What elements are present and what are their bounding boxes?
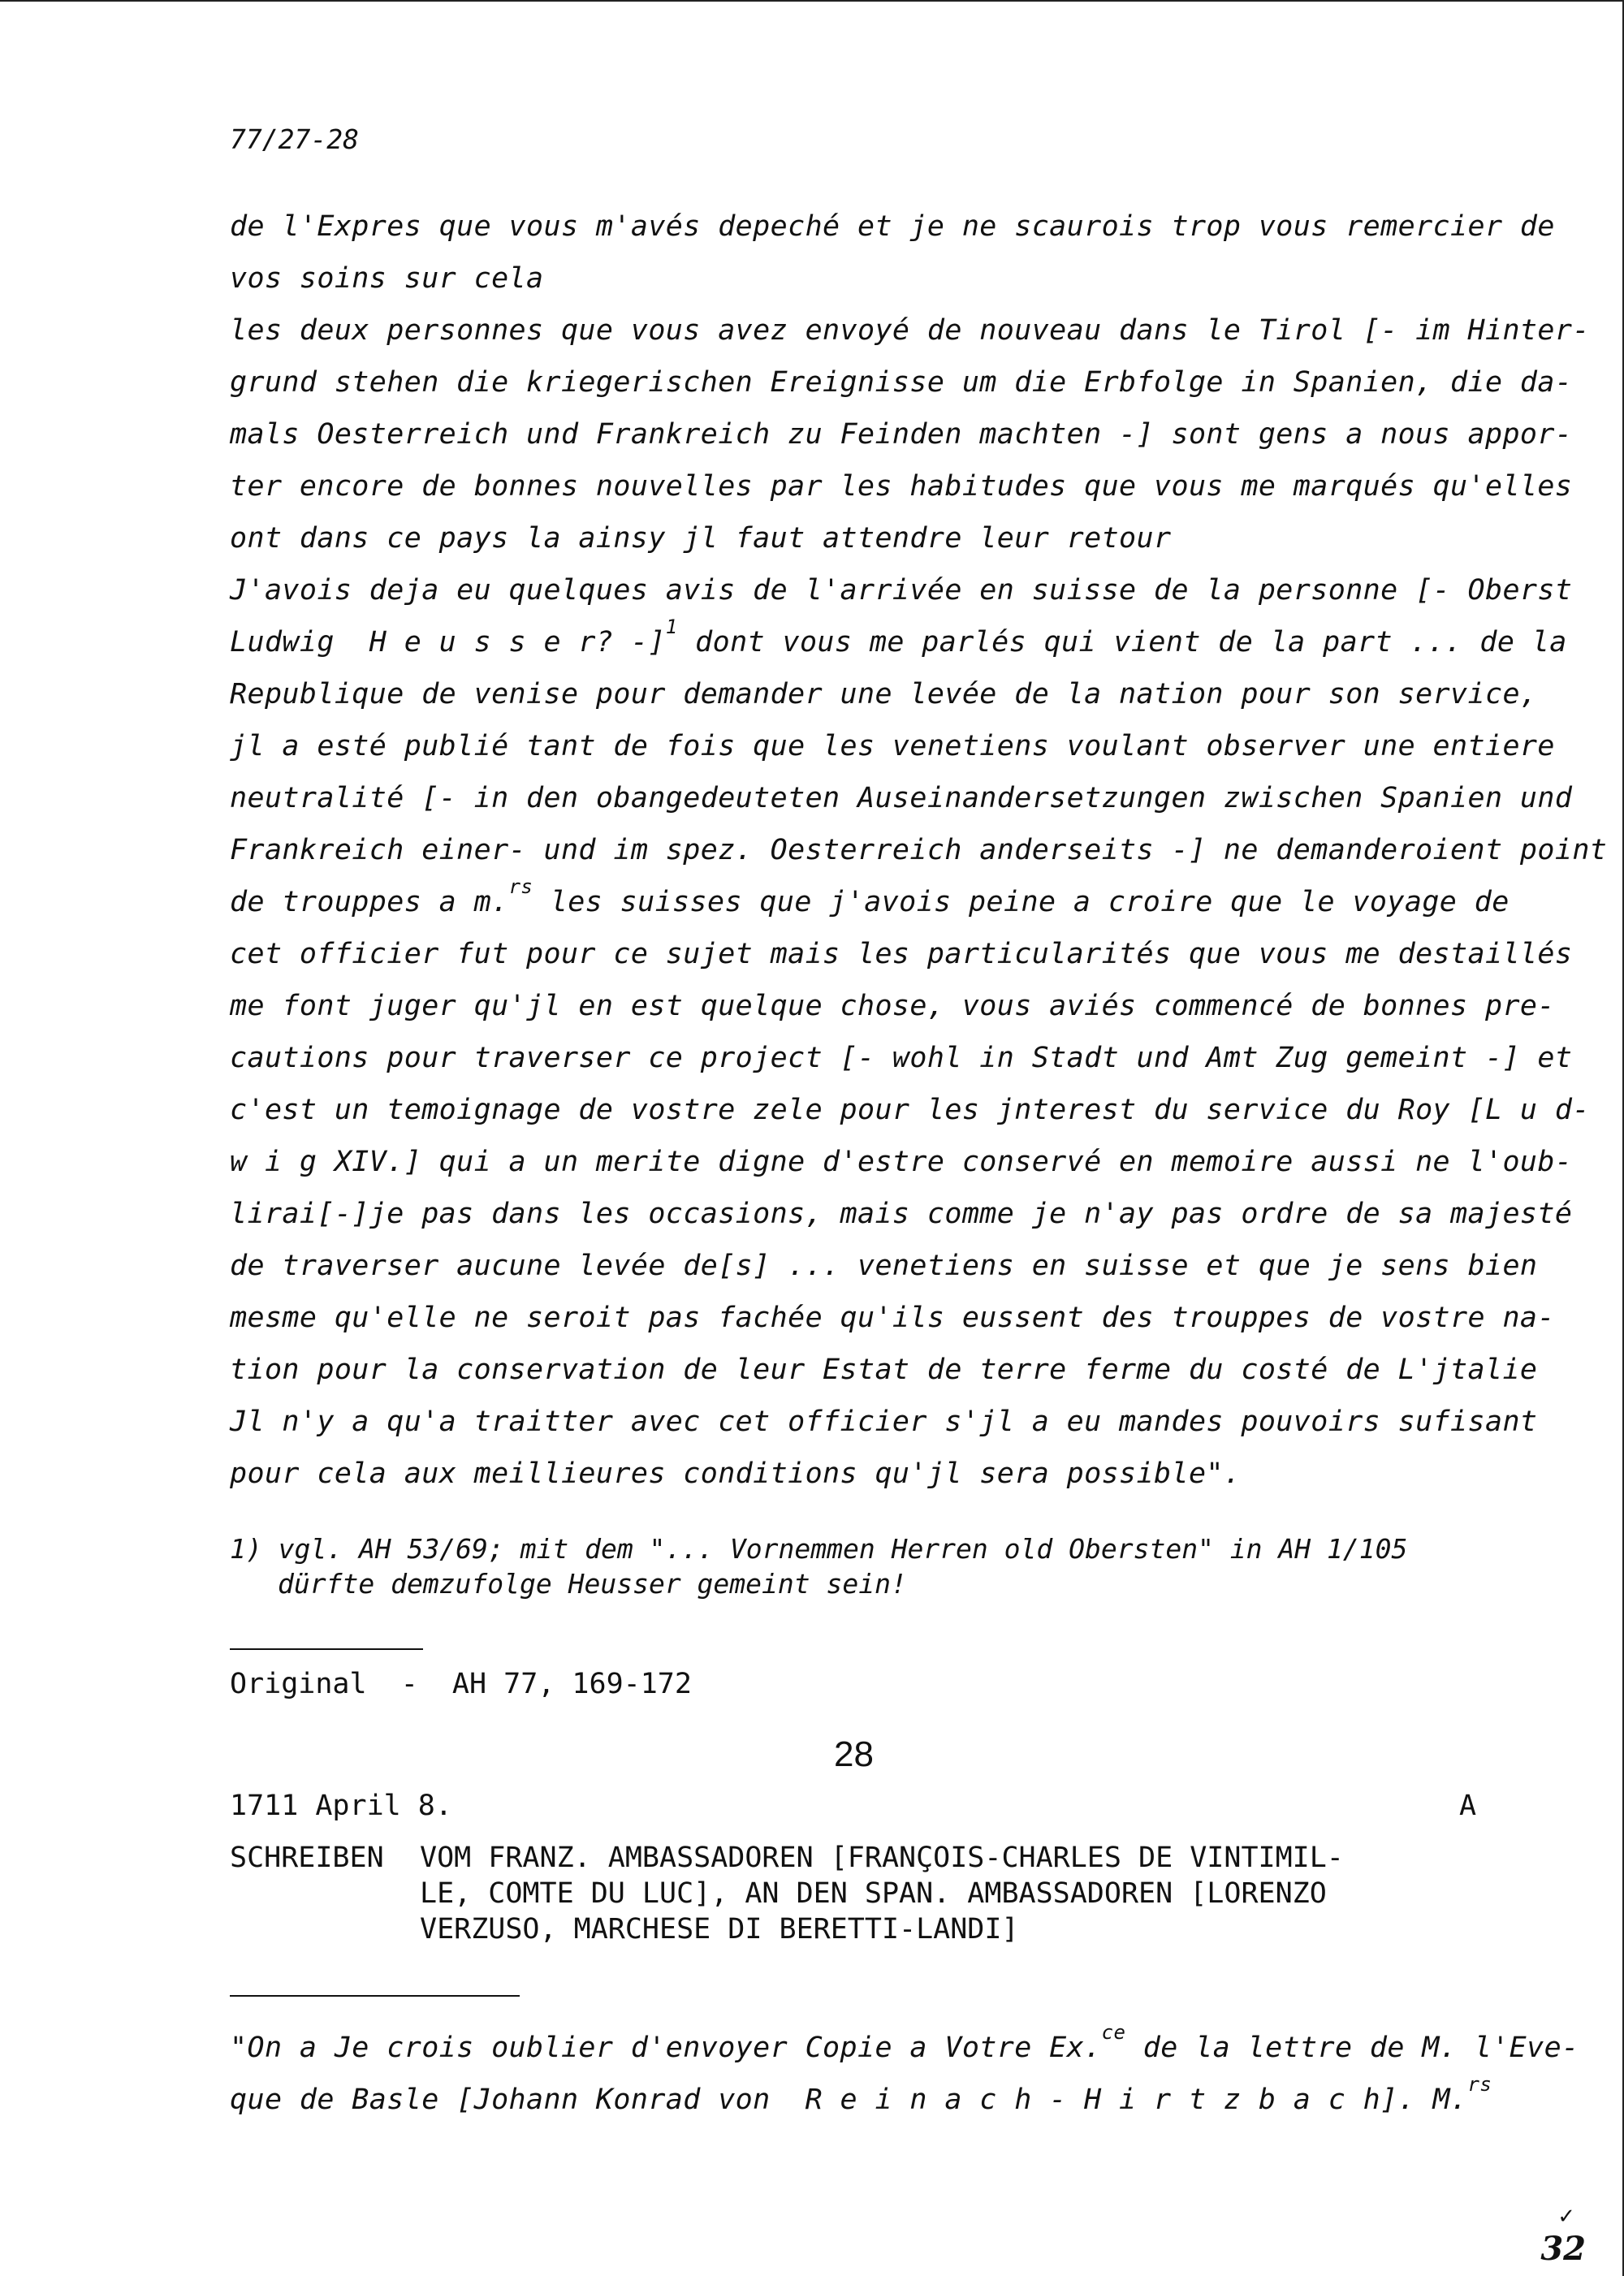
body-line: mesme qu'elle ne seroit pas fachée qu'ils eussent des trouppes de vostre na- (230, 1302, 1555, 1334)
check-mark: ✓ (1557, 2205, 1575, 2229)
body-line: c'est un temoignage de vostre zele pour les jnterest du service du Roy [L u d- (230, 1094, 1590, 1126)
body-line: Jl n'y a qu'a traitter avec cet officier s'jl a eu mandes pouvoirs sufisant (230, 1406, 1538, 1438)
body-line: J'avois deja eu quelques avis de l'arrivée en suisse de la personne [- Oberst (230, 574, 1573, 607)
body-line: me font juger qu'jl en est quelque chose, vous aviés commencé de bonnes pre- (230, 990, 1555, 1022)
section-separator (230, 1995, 520, 1997)
title-label: SCHREIBEN (230, 1842, 384, 1874)
body-line: jl a esté publié tant de fois que les venetiens voulant observer une entiere (230, 730, 1555, 762)
quote-text: que de Basle [Johann Konrad von R e i n a c h - H i r t z b a c h]. M. (230, 2084, 1468, 2116)
body-line: Republique de venise pour demander une levée de la nation pour son service, (230, 678, 1538, 710)
letter-code: A (1459, 1790, 1477, 1822)
body-line: les deux personnes que vous avez envoyé de nouveau dans le Tirol [- im Hinter- (230, 314, 1590, 347)
body-line: de l'Expres que vous m'avés depeché et je ne scaurois trop vous remercier de (230, 210, 1555, 243)
body-line-with-footnote-ref (230, 615, 1567, 659)
body-line: vos soins sur cela (230, 262, 544, 295)
title-line: LE, COMTE DU LUC], AN DEN SPAN. AMBASSADOREN [LORENZO (420, 1877, 1327, 1910)
body-line: cautions pour traverser ce project [- wohl in Stadt und Amt Zug gemeint -] et (230, 1042, 1573, 1074)
quote-line (230, 2073, 1492, 2116)
body-line: grund stehen die kriegerischen Ereignisse um die Erbfolge in Spanien, die da- (230, 366, 1573, 399)
document-reference: 77/27-28 (230, 123, 359, 155)
quote-line (230, 2021, 1579, 2064)
document-number: 28 (834, 1734, 874, 1774)
page-number-handwritten: 32 (1540, 2230, 1586, 2268)
body-line: de traverser aucune levée de[s] ... venetiens en suisse et que je sens bien (230, 1250, 1538, 1282)
body-line: cet officier fut pour ce sujet mais les particularités que vous me destaillés (230, 938, 1573, 970)
quote-text: de la lettre de M. l'Eve- (1125, 2032, 1579, 2064)
source-line: Original - AH 77, 169-172 (230, 1668, 692, 1700)
body-line-text: de trouppes a m. (230, 886, 509, 918)
body-line: pour cela aux meillieures conditions qu'jl sera possible". (230, 1458, 1242, 1490)
body-line: mals Oesterreich und Frankreich zu Feinden machten -] sont gens a nous appor- (230, 418, 1573, 451)
quote-text: "On a Je crois oublier d'envoyer Copie a Votre Ex. (230, 2032, 1102, 2064)
body-line-text: dont vous me parlés qui vient de la part ... de la (677, 626, 1567, 659)
body-line: neutralité [- in den obangedeuteten Auseinandersetzungen zwischen Spanien und (230, 782, 1573, 814)
superscript: ce (1101, 2021, 1126, 2044)
body-line-text: Ludwig H e u s s e r? -] (230, 626, 666, 659)
body-line-text: les suisses que j'avois peine a croire que le voyage de (533, 886, 1510, 918)
body-line-with-superscript (230, 875, 1510, 918)
footnote-marker: 1 (665, 615, 678, 638)
body-line: ter encore de bonnes nouvelles par les habitudes que vous me marqués qu'elles (230, 470, 1573, 503)
superscript: rs (1467, 2073, 1492, 2096)
body-line: w i g XIV.] qui a un merite digne d'estre conservé en memoire aussi ne l'oub- (230, 1146, 1573, 1178)
body-line: Frankreich einer- und im spez. Oesterreich anderseits -] ne demanderoient point (230, 834, 1608, 866)
body-line: ont dans ce pays la ainsy jl faut attendre leur retour (230, 522, 1172, 555)
superscript: rs (508, 875, 533, 898)
document-date: 1711 April 8. (230, 1790, 452, 1822)
body-line: tion pour la conservation de leur Estat de terre ferme du costé de L'jtalie (230, 1354, 1538, 1386)
title-line: VOM FRANZ. AMBASSADOREN [FRANÇOIS-CHARLES DE VINTIMIL- (420, 1842, 1344, 1874)
footnote-line: dürfte demzufolge Heusser gemeint sein! (278, 1568, 907, 1600)
footnote-line: 1) vgl. AH 53/69; mit dem "... Vornemmen Herren old Obersten" in AH 1/105 (230, 1533, 1408, 1565)
footnote-separator (230, 1648, 423, 1650)
title-line: VERZUSO, MARCHESE DI BERETTI-LANDI] (420, 1913, 1019, 1946)
body-line: lirai[-]je pas dans les occasions, mais comme je n'ay pas ordre de sa majesté (230, 1198, 1573, 1230)
